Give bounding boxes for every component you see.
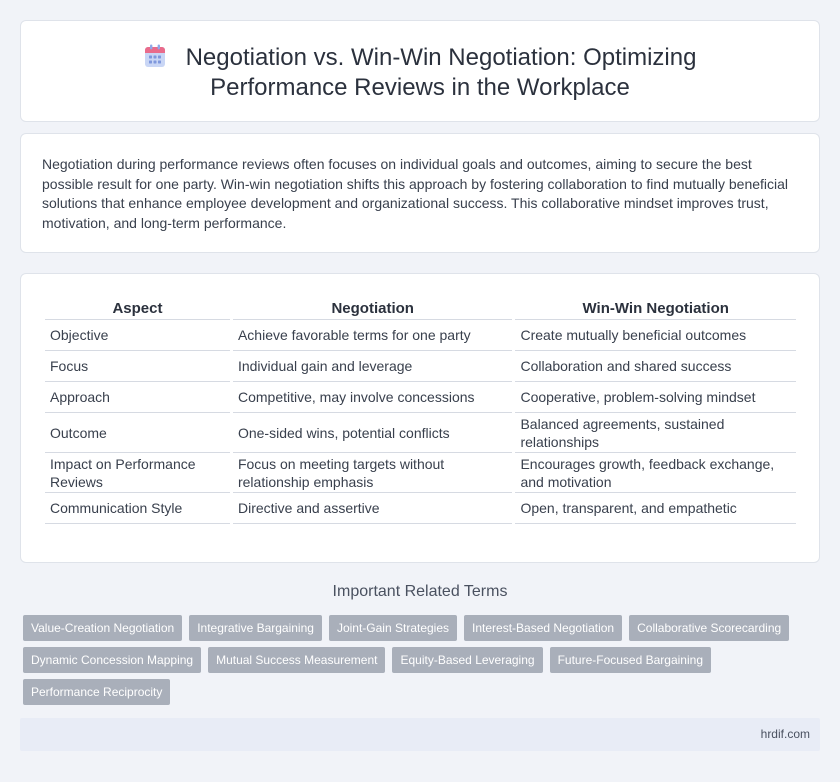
- intro-card: [20, 133, 820, 253]
- table-cell: Individual gain and leverage: [233, 351, 512, 382]
- table-cell: Outcome: [45, 413, 230, 453]
- footer: [20, 718, 820, 751]
- table-cell: One-sided wins, potential conflicts: [233, 413, 512, 453]
- comparison-table: [42, 296, 799, 524]
- table-cell: Focus: [45, 351, 230, 382]
- related-term-tag[interactable]: Integrative Bargaining: [189, 615, 322, 641]
- table-cell: Focus on meeting targets without relationship emphasis: [233, 453, 512, 493]
- header-win-win: Win-Win Negotiation: [515, 296, 796, 320]
- table-header-row: [45, 296, 796, 320]
- related-term-tag[interactable]: Equity-Based Leveraging: [392, 647, 542, 673]
- table-row: [45, 320, 796, 351]
- table-cell: Objective: [45, 320, 230, 351]
- title-card: [20, 20, 820, 122]
- table-row: [45, 351, 796, 382]
- table-cell: Collaboration and shared success: [515, 351, 796, 382]
- comparison-card: [20, 273, 820, 563]
- table-cell: Cooperative, problem-solving mindset: [515, 382, 796, 413]
- table-row: [45, 382, 796, 413]
- page-title-wrap: [21, 43, 819, 103]
- table-cell: Competitive, may involve concessions: [233, 382, 512, 413]
- related-term-tag[interactable]: Interest-Based Negotiation: [464, 615, 622, 641]
- table-cell: Encourages growth, feedback exchange, and motivation: [515, 453, 796, 493]
- related-term-tag[interactable]: Performance Reciprocity: [23, 679, 170, 705]
- related-term-tag[interactable]: Future-Focused Bargaining: [550, 647, 711, 673]
- related-term-tag[interactable]: Joint-Gain Strategies: [329, 615, 457, 641]
- related-terms-title: Important Related Terms: [332, 583, 508, 600]
- footer-site-link[interactable]: hrdif.com: [760, 727, 810, 741]
- table-row: [45, 493, 796, 524]
- related-term-tag[interactable]: Value-Creation Negotiation: [23, 615, 182, 641]
- table-cell: Balanced agreements, sustained relationships: [515, 413, 796, 453]
- table-cell: Communication Style: [45, 493, 230, 524]
- page-title: Negotiation vs. Win-Win Negotiation: Optimizing Performance Reviews in the Workplace: [185, 44, 697, 101]
- table-cell: Create mutually beneficial outcomes: [515, 320, 796, 351]
- related-term-tag[interactable]: Dynamic Concession Mapping: [23, 647, 201, 673]
- calendar-icon: [144, 44, 166, 68]
- table-cell: Open, transparent, and empathetic: [515, 493, 796, 524]
- table-cell: Directive and assertive: [233, 493, 512, 524]
- table-cell: Approach: [45, 382, 230, 413]
- related-term-tag[interactable]: Collaborative Scorecarding: [629, 615, 789, 641]
- table-cell: Impact on Performance Reviews: [45, 453, 230, 493]
- related-terms-list: [23, 615, 803, 705]
- table-row: [45, 413, 796, 453]
- related-term-tag[interactable]: Mutual Success Measurement: [208, 647, 385, 673]
- header-aspect: Aspect: [45, 296, 230, 320]
- intro-paragraph: Negotiation during performance reviews often focuses on individual goals and outcomes, aiming to secure the best possible result for one party. Win-win negotiation shifts this approach by fostering collaboration to find mutually beneficial solutions that enhance employee development and organizational success. This collaborative mindset improves trust, motivation, and long-term performance.: [42, 156, 789, 231]
- table-row: [45, 453, 796, 493]
- table-cell: Achieve favorable terms for one party: [233, 320, 512, 351]
- header-negotiation: Negotiation: [233, 296, 512, 320]
